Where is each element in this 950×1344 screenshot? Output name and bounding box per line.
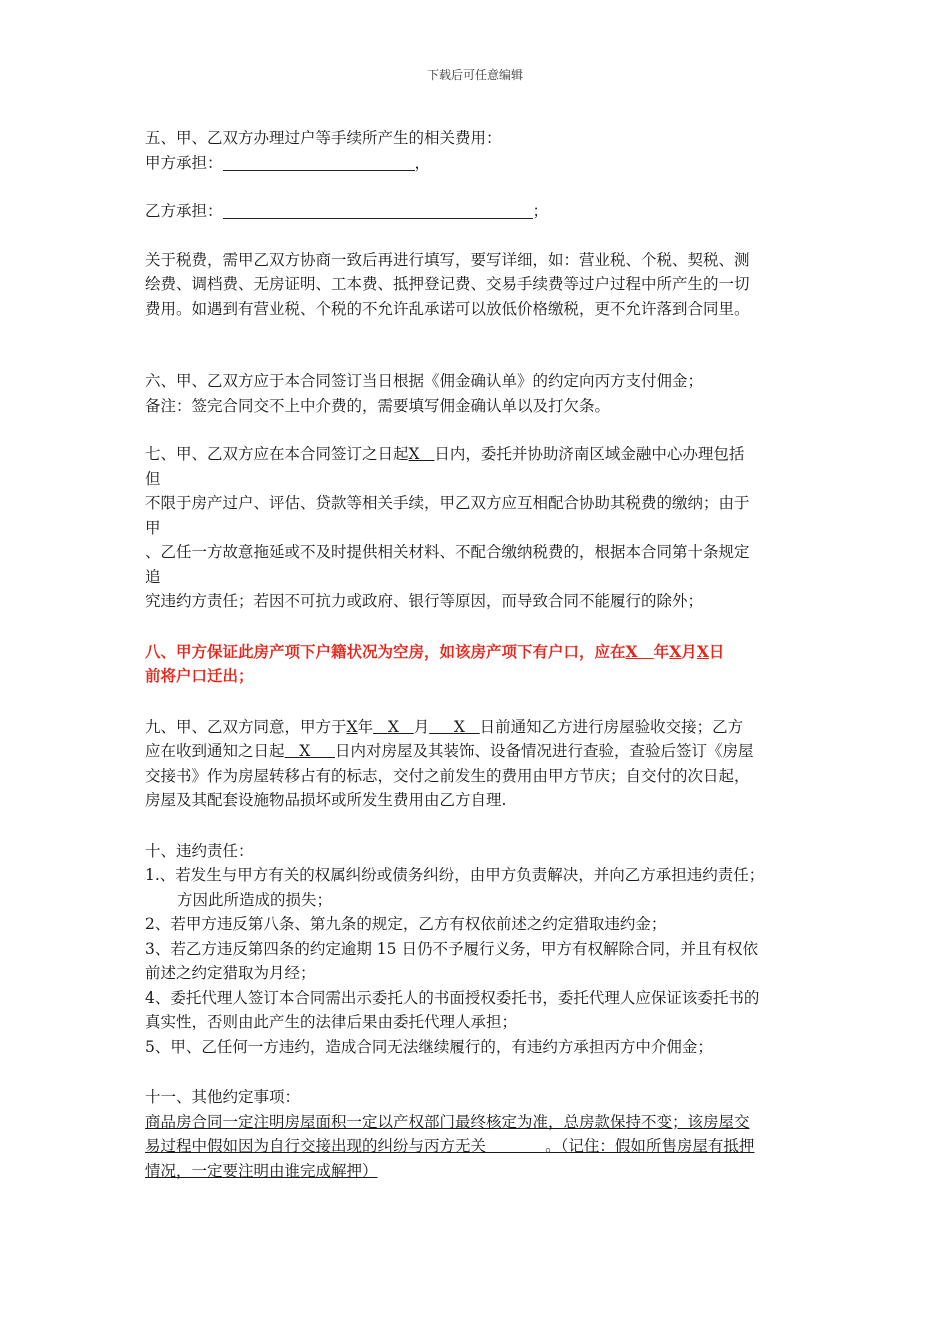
section-9-line-1 — [145, 715, 810, 740]
s9-text-b: 日前通知乙方进行房屋验收交接；乙方 — [479, 717, 744, 736]
party-a-end: ， — [414, 153, 431, 172]
section-10-item-4: 4、委托代理人签订本合同需出示委托人的书面授权委托书，委托代理人应保证该委托书的 — [145, 988, 760, 1007]
s9-year-blank — [347, 718, 358, 736]
tax-note-line-1: 关于税费，需甲乙双方协商一致后再进行填写，要写详细，如：营业税、个税、契税、测 — [145, 250, 750, 269]
section-7-line-2: 但 — [145, 469, 161, 488]
section-7-line-1 — [145, 442, 810, 467]
section-7-line-7: 究违约方责任；若因不可抗力或政府、银行等原因，而导致合同不能履行的除外； — [145, 592, 704, 610]
s8-text-a: 八、甲方保证此房产项下户籍状况为空房，如该房产项下有户口，应在 — [145, 641, 626, 661]
section-7-line-3: 不限于房产过户、评估、贷款等相关手续，甲乙双方应互相配合协助其税费的缴纳；由于 — [145, 494, 750, 512]
section-9-line-2 — [145, 739, 810, 764]
section-10-item-4-cont: 真实性，否则由此产生的法律后果由委托代理人承担； — [145, 1013, 518, 1031]
s7-text-b: 日内，委托并协助济南区域金融中心办理包括 — [434, 445, 745, 463]
s9-month-blank — [373, 718, 414, 736]
section-7-line-6: 追 — [145, 567, 161, 586]
section-11-line-1: 商品房合同一定注明房屋面积一定以产权部门最终核定为准，总房款保持不变；该房屋交 — [145, 1112, 750, 1131]
s9-inspect-days-blank — [285, 742, 335, 760]
s9-text-a: 九、甲、乙双方同意，甲方于 — [145, 717, 347, 736]
contract-body — [145, 126, 810, 1183]
section-11-title: 十一、其他约定事项： — [145, 1088, 301, 1106]
s7-text-a: 七、甲、乙双方应在本合同签订之日起 — [145, 445, 409, 463]
section-11-line-2 — [145, 1134, 810, 1159]
party-a-blank[interactable] — [223, 152, 415, 171]
s8-year-blank — [626, 642, 654, 661]
section-10-item-5: 5、甲、乙任何一方违约，造成合同无法继续履行的，有违约方承担丙方中介佣金； — [145, 1037, 713, 1056]
s8-month-blank — [669, 642, 681, 661]
party-a-label: 甲方承担： — [145, 153, 223, 172]
s8-year-label: 年 — [653, 641, 670, 661]
s9-day-blank — [429, 718, 479, 736]
section-10-item-1: 1.、若发生与甲方有关的权属纠纷或债务纠纷，由甲方负责解决，并向乙方承担违约责任； — [145, 866, 765, 884]
party-b-label: 乙方承担： — [145, 202, 223, 220]
s7-days-blank — [409, 445, 435, 463]
section-10-title: 十、违约责任： — [145, 841, 254, 860]
party-a-fee-line — [145, 151, 810, 176]
section-10-item-3-cont: 前述之约定猎取为月经； — [145, 964, 316, 982]
s8-month-label: 月 — [681, 641, 697, 661]
tax-note-line-3: 费用。如遇到有营业税、个税的不允许乱承诺可以放低价格缴税，更不允许落到合同里。 — [145, 299, 750, 318]
section-6-line-1: 六、甲、乙双方应于本合同签订当日根据《佣金确认单》的约定向丙方支付佣金； — [145, 372, 704, 390]
section-10-item-1-cont: 方因此所造成的损失； — [177, 890, 333, 909]
page-header: 下载后可任意编辑 — [426, 68, 523, 82]
s9-inspect-days-value: X — [299, 742, 311, 760]
section-8-line-1 — [145, 640, 810, 665]
section-10-item-2: 2、若甲方违反第八条、第九条的规定，乙方有权依前述之约定猎取违约金； — [145, 915, 667, 933]
section-10-item-3: 3、若乙方违反第四条的约定逾期 15 日仍不予履行义务，甲方有权解除合同，并且有权依 — [145, 939, 758, 958]
s11-text-b: 。（记住：假如所售房屋有抵押 — [545, 1137, 755, 1155]
s9-day-value: X — [453, 717, 465, 736]
s8-day-value: X — [696, 641, 709, 661]
s8-day-label: 日 — [708, 641, 725, 661]
s9-month-label: 月 — [413, 717, 430, 736]
s9-text-c: 应在收到通知之日起 — [145, 742, 285, 760]
s8-day-blank — [697, 642, 709, 661]
section-5-title: 五、甲、乙双方办理过户等手续所产生的相关费用： — [145, 129, 502, 147]
party-b-blank[interactable] — [223, 200, 533, 219]
section-11-line-3: 情况，一定要注明由谁完成解押） — [145, 1161, 378, 1180]
s7-days-value: X — [408, 445, 420, 463]
s9-year-label: 年 — [357, 717, 374, 736]
section-7-line-5: 、乙任一方故意拖延或不及时提供相关材料、不配合缴纳税费的，根据本合同第十条规定 — [145, 543, 750, 561]
section-9-line-4: 房屋及其配套设施物品损坏或所发生费用由乙方自理. — [145, 791, 507, 809]
s9-text-d: 日内对房屋及其装饰、设备情况进行查验，查验后签订《房屋 — [334, 742, 754, 760]
section-7-line-4: 甲 — [145, 518, 161, 537]
section-8-line-2: 前将户口迁出； — [145, 666, 254, 685]
s8-month-value: X — [669, 641, 682, 661]
s9-year-value: X — [346, 717, 358, 736]
s9-month-value: X — [387, 717, 399, 736]
party-b-end: ； — [532, 202, 549, 220]
s11-text-a: 易过程中假如因为自行交接出现的纠纷与丙方无关 — [145, 1137, 487, 1155]
party-b-fee-line — [145, 199, 810, 224]
section-9-line-3: 交接书》作为房屋转移占有的标志，交付之前发生的费用由甲方节庆；自交付的次日起， — [145, 766, 750, 785]
tax-note-line-2: 绘费、调档费、无房证明、工本费、抵押登记费、交易手续费等过户过程中所产生的一切 — [145, 275, 750, 293]
section-6-remark: 备注：签完合同交不上中介费的，需要填写佣金确认单以及打欠条。 — [145, 396, 611, 415]
s8-year-value: X — [625, 641, 638, 661]
